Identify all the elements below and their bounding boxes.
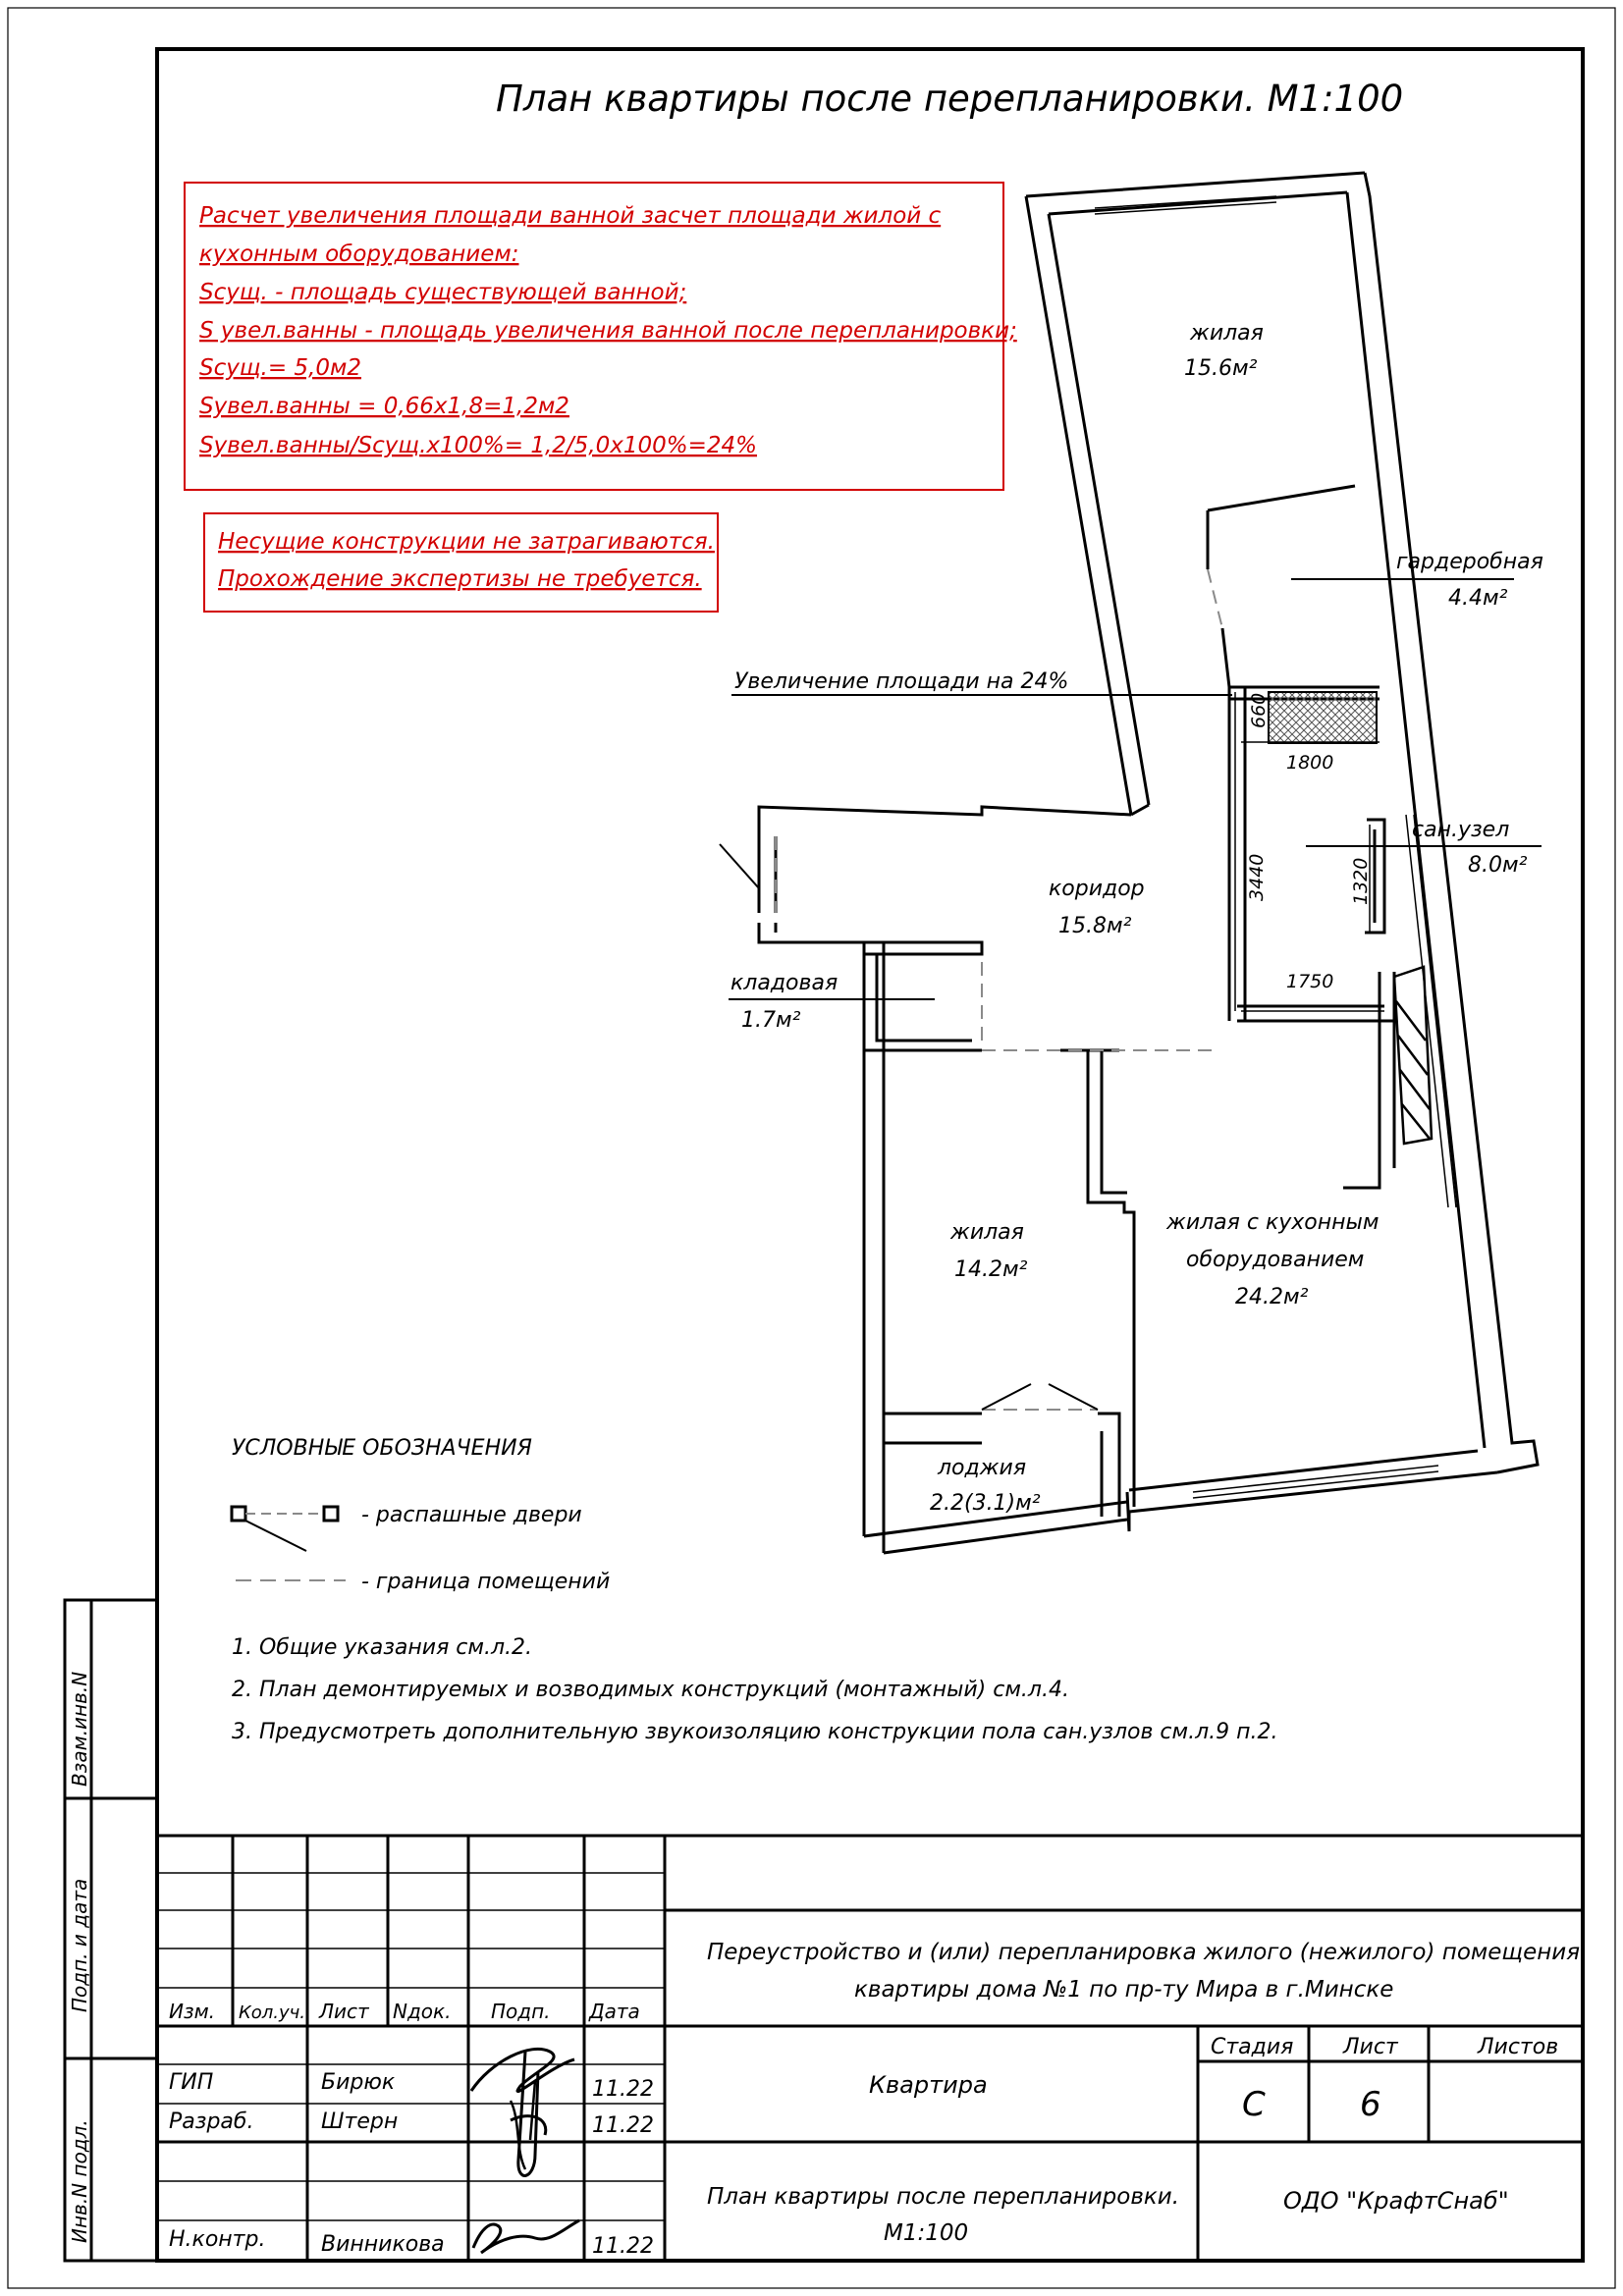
room-wardrobe-name: гардеробная xyxy=(1396,550,1543,574)
tb-sheet-value: 6 xyxy=(1360,2085,1381,2124)
structural-note xyxy=(204,513,718,612)
room-kitchen-area: 24.2м² xyxy=(1235,1285,1309,1309)
room-corridor-name: коридор xyxy=(1049,877,1145,901)
dim-1320: 1320 xyxy=(1350,857,1372,905)
tb-header: Nдок. xyxy=(393,2000,452,2023)
tb-name: Штерн xyxy=(321,2109,399,2134)
room-living1-name: жилая xyxy=(1190,321,1264,346)
signature-nkontr xyxy=(473,2220,579,2253)
room-living1-area: 15.6м² xyxy=(1184,356,1258,381)
room-kitchen-line2: оборудованием xyxy=(1186,1248,1365,1272)
general-note: 3. Предусмотреть дополнительную звукоизоляцию конструкции пола сан.узлов см.л.9 п.2. xyxy=(232,1720,1278,1744)
structural-line: Несущие конструкции не затрагиваются. xyxy=(218,529,715,555)
room-storage-area: 1.7м² xyxy=(741,1008,801,1033)
tb-header: Подп. xyxy=(491,2000,551,2023)
room-loggia-area: 2.2(3.1)м² xyxy=(930,1491,1041,1516)
tb-stage-value: С xyxy=(1242,2085,1266,2124)
corridor-wall-left xyxy=(759,836,982,954)
calc-line: Расчет увеличения площади ванной засчет площади жилой с xyxy=(199,203,942,229)
general-note: 2. План демонтируемых и возводимых конструкций (монтажный) см.л.4. xyxy=(232,1678,1069,1702)
general-note: 1. Общие указания см.л.2. xyxy=(232,1635,533,1660)
window-right xyxy=(1406,815,1456,1207)
legend-title: УСЛОВНЫЕ ОБОЗНАЧЕНИЯ xyxy=(232,1436,532,1461)
structural-line: Прохождение экспертизы не требуется. xyxy=(218,566,702,592)
tb-project-line1: Переустройство и (или) перепланировка жилого (нежилого) помещения xyxy=(707,1940,1581,1965)
corridor-wall-top xyxy=(759,805,1149,836)
tb-name: Винникова xyxy=(321,2232,445,2257)
storage-wall xyxy=(864,954,982,1050)
tb-project-line2: квартиры дома №1 по пр-ту Мира в г.Минске xyxy=(854,1977,1394,2002)
room-kitchen-line1: жилая с кухонным xyxy=(1166,1210,1380,1235)
floor-plan xyxy=(759,173,1538,1553)
side-stamp-inventory: Инв.N подл. xyxy=(68,2119,91,2243)
dim-660: 660 xyxy=(1248,692,1270,728)
tb-company: ОДО "КрафтСнаб" xyxy=(1283,2187,1509,2215)
dim-1750: 1750 xyxy=(1286,971,1334,992)
tb-header: Дата xyxy=(589,2000,640,2023)
calc-line: Sувел.ванны/Sсущ.х100%= 1,2/5,0х100%=24% xyxy=(199,433,758,458)
tb-drawing-title-line1: План квартиры после перепланировки. xyxy=(707,2184,1180,2210)
tb-stage-label: Стадия xyxy=(1211,2035,1294,2059)
bathroom-increase-hatch xyxy=(1269,692,1377,743)
increase-label: Увеличение площади на 24% xyxy=(734,669,1069,694)
room-bathroom-name: сан.узел xyxy=(1412,818,1510,842)
tb-role: Разраб. xyxy=(169,2109,254,2134)
bathroom-wall-bottom xyxy=(1237,1006,1394,1021)
entrance-door-swing xyxy=(720,844,759,888)
tb-header: Лист xyxy=(319,2000,369,2023)
calc-note xyxy=(185,183,1017,490)
calc-line: кухонным оборудованием: xyxy=(199,241,519,267)
tb-sheet-label: Лист xyxy=(1343,2035,1398,2059)
outer-wall-left-lower xyxy=(864,942,884,1553)
room-living2-name: жилая xyxy=(950,1220,1024,1245)
dim-3440: 3440 xyxy=(1246,853,1268,901)
outer-wall-bottom xyxy=(1127,1451,1497,1531)
legend-doors-text: - распашные двери xyxy=(361,1503,582,1527)
tb-date: 11.22 xyxy=(592,2113,654,2138)
bedroom-right-wall xyxy=(1088,1050,1134,1507)
legend-door-icon xyxy=(232,1507,338,1551)
calc-line: Sсущ.= 5,0м2 xyxy=(199,355,361,381)
room-bathroom-area: 8.0м² xyxy=(1468,853,1528,878)
side-stamp-signature-date: Подп. и дата xyxy=(68,1878,91,2012)
signature-gip xyxy=(471,2049,574,2175)
kitchen-partition xyxy=(1343,972,1394,1188)
tb-sheets-label: Листов xyxy=(1478,2035,1559,2059)
room-living2-area: 14.2м² xyxy=(954,1257,1028,1282)
tb-date: 11.22 xyxy=(592,2077,654,2102)
calc-line: Sсущ. - площадь существующей ванной; xyxy=(199,280,687,305)
stair-symbol xyxy=(1394,967,1432,1144)
side-stamp-replace: Взам.инв.N xyxy=(68,1671,91,1787)
calc-line: Sувел.ванны = 0,66х1,8=1,2м2 xyxy=(199,394,569,419)
room-loggia-name: лоджия xyxy=(938,1456,1027,1480)
drawing-title: План квартиры после перепланировки. М1:100 xyxy=(496,78,1404,120)
room-wardrobe-area: 4.4м² xyxy=(1448,586,1508,611)
dim-1800: 1800 xyxy=(1286,752,1334,774)
tb-name: Бирюк xyxy=(321,2070,396,2095)
tb-header: Кол.уч. xyxy=(239,2002,306,2023)
tb-role: Н.контр. xyxy=(169,2227,266,2252)
bathroom-wall-left xyxy=(1229,687,1245,1021)
tb-drawing-title-line2: М1:100 xyxy=(884,2220,969,2246)
loggia-door-swing xyxy=(982,1384,1098,1410)
wardrobe-wall xyxy=(1208,486,1355,687)
outer-wall-left-upper xyxy=(1026,196,1149,815)
tb-object: Квартира xyxy=(869,2071,988,2099)
calc-line: S увел.ванны - площадь увеличения ванной после перепланировки; xyxy=(199,318,1017,344)
room-storage-name: кладовая xyxy=(730,971,839,995)
tb-date: 11.22 xyxy=(592,2234,654,2259)
tb-header: Изм. xyxy=(169,2000,216,2023)
legend-boundary-text: - граница помещений xyxy=(361,1570,611,1594)
tb-role: ГИП xyxy=(169,2070,214,2095)
room-corridor-area: 15.8м² xyxy=(1058,914,1132,938)
